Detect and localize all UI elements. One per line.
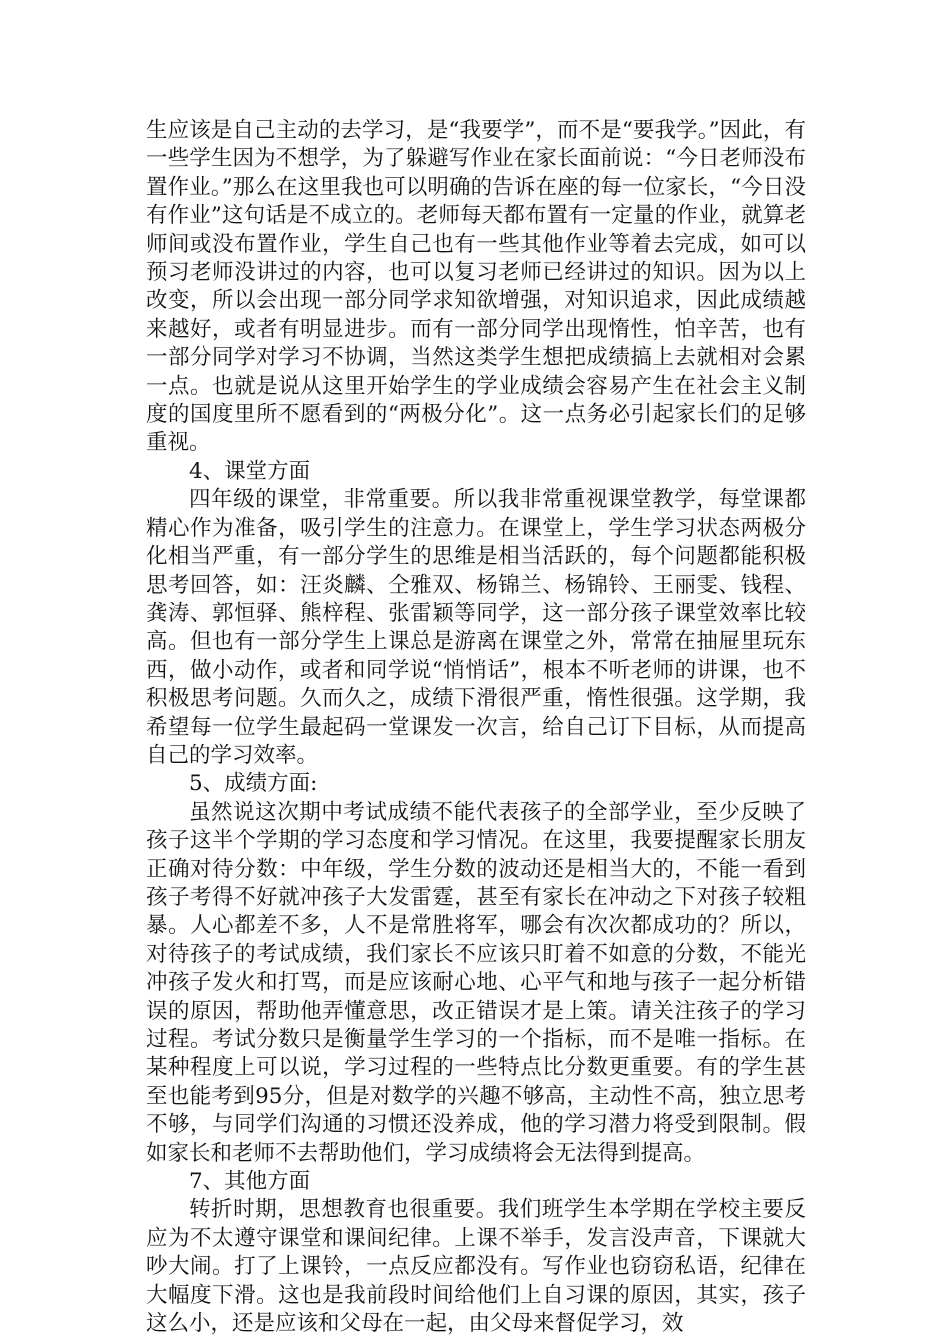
section-heading-other: 7、其他方面 xyxy=(189,1169,311,1195)
section-heading-scores: 5、成绩方面: xyxy=(189,771,318,797)
paragraph-continuation: 生应该是自己主动的去学习，是“我要学”，而不是“要我学。”因此，有一些学生因为不想学，为了躲避写作业在家长面前说：“今日老师没布置作业。”那么在这里我也可以明确的告诉在座的每一位家长，“今日没有作业”这句话是不成立的。老师每天都布置有一定量的作业，就算老师间或没布置作业，学生自己也有一些其他作业等着去完成，如可以预习老师没讲过的内容，也可以复习老师已经讲过的知识。因为以上改变，所以会出现一部分同学求知欲增强，对知识追求，因此成绩越来越好，或者有明显进步。而有一部分同学出现惰性，怕辛苦，也有一部分同学对学习不协调，当然这类学生想把成绩搞上去就相对会累一点。也就是说从这里开始学生的学业成绩会容易产生在社会主义制度的国度里所不愿看到的“两极分化”。这一点务必引起家长们的足够重视。 xyxy=(146,118,806,456)
document-page xyxy=(146,117,806,1338)
section-heading-classroom: 4、课堂方面 xyxy=(189,458,311,484)
paragraph-scores: 虽然说这次期中考试成绩不能代表孩子的全部学业，至少反映了孩子这半个学期的学习态度和学习情况。在这里，我要提醒家长朋友正确对待分数：中年级，学生分数的波动还是相当大的，不能一看到孩子考得不好就冲孩子大发雷霆，甚至有家长在冲动之下对孩子较粗暴。人心都差不多，人不是常胜将军，哪会有次次都成功的？所以，对待孩子的考试成绩，我们家长不应该只盯着不如意的分数，不能光冲孩子发火和打骂，而是应该耐心地、心平气和地与孩子一起分析错误的原因，帮助他弄懂意思，改正错误才是上策。请关注孩子的学习过程。考试分数只是衡量学生学习的一个指标，而不是唯一指标。在某种程度上可以说，学习过程的一些特点比分数更重要。有的学生甚至也能考到95分，但是对数学的兴趣不够高，主动性不高，独立思考不够，与同学们沟通的习惯还没养成，他的学习潜力将受到限制。假如家长和老师不去帮助他们，学习成绩将会无法得到提高。 xyxy=(146,799,806,1166)
paragraph-other: 转折时期，思想教育也很重要。我们班学生本学期在学校主要反应为不太遵守课堂和课间纪律。上课不举手，发言没声音，下课就大吵大闹。打了上课铃，一点反应都没有。写作业也窃窃私语，纪律在大幅度下滑。这也是我前段时间给他们上自习课的原因，其实，孩子这么小，还是应该和父母在一起，由父母来督促学习，效 xyxy=(146,1197,806,1337)
paragraph-classroom: 四年级的课堂，非常重要。所以我非常重视课堂教学，每堂课都精心作为准备，吸引学生的注意力。在课堂上，学生学习状态两极分化相当严重，有一部分学生的思维是相当活跃的，每个问题都能积极思考回答，如：汪炎麟、仝雅双、杨锦兰、杨锦铃、王丽雯、钱程、龚涛、郭恒驿、熊梓程、张雷颖等同学，这一部分孩子课堂效率比较高。但也有一部分学生上课总是游离在课堂之外，常常在抽屉里玩东西，做小动作，或者和同学说“悄悄话”，根本不听老师的讲课，也不积极思考问题。久而久之，成绩下滑很严重，惰性很强。这学期，我希望每一位学生最起码一堂课发一次言，给自己订下目标，从而提高自己的学习效率。 xyxy=(146,487,806,768)
